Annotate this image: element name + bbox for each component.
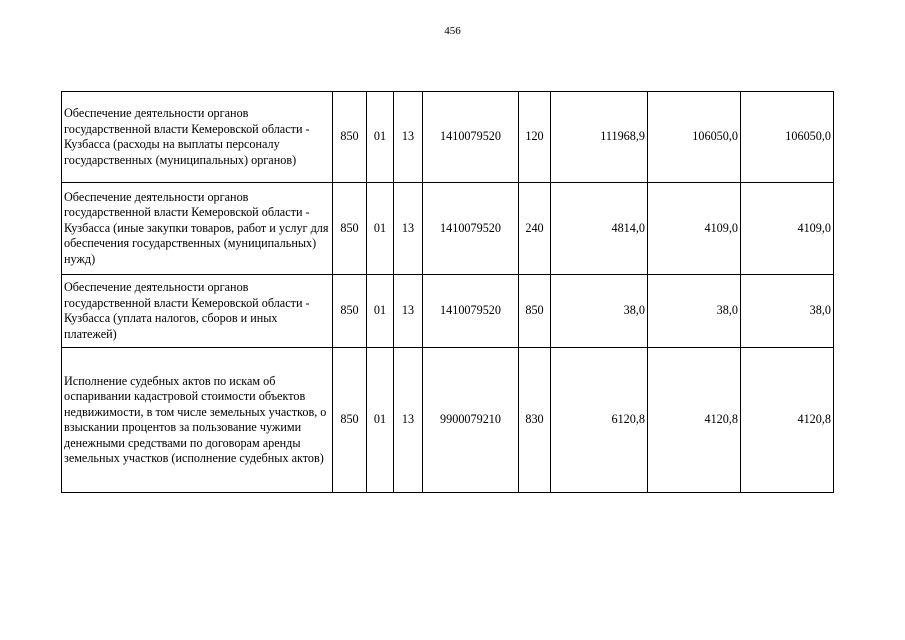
- amount-year-2: 4120,8: [648, 348, 741, 493]
- expense-type-code: 850: [519, 275, 551, 348]
- amount-year-2: 106050,0: [648, 92, 741, 183]
- section-code: 01: [367, 183, 394, 275]
- table-row: [62, 348, 834, 493]
- table-row: [62, 275, 834, 348]
- amount-year-3: 4120,8: [741, 348, 834, 493]
- grbs-code: 850: [333, 275, 367, 348]
- subsection-code: 13: [394, 92, 423, 183]
- page-number: 456: [444, 25, 461, 37]
- grbs-code: 850: [333, 92, 367, 183]
- grbs-code: 850: [333, 348, 367, 493]
- table-row: [62, 183, 834, 275]
- target-article-code: 1410079520: [423, 183, 519, 275]
- section-code: 01: [367, 275, 394, 348]
- amount-year-2: 38,0: [648, 275, 741, 348]
- row-description: Обеспечение деятельности органов государственной власти Кемеровской области - Кузбасса (уплата налогов, сборов и иных платежей): [62, 275, 333, 348]
- subsection-code: 13: [394, 348, 423, 493]
- subsection-code: 13: [394, 183, 423, 275]
- target-article-code: 1410079520: [423, 275, 519, 348]
- expense-type-code: 120: [519, 92, 551, 183]
- row-description: Исполнение судебных актов по искам об оспаривании кадастровой стоимости объектов недвижимости, в том числе земельных участков, о взыскании процентов за пользование чужими денежными средствами по договорам аренды земельных участков (исполнение судебных актов): [62, 348, 333, 493]
- amount-year-1: 111968,9: [551, 92, 648, 183]
- amount-year-1: 4814,0: [551, 183, 648, 275]
- budget-table: [61, 91, 834, 493]
- target-article-code: 1410079520: [423, 92, 519, 183]
- amount-year-1: 6120,8: [551, 348, 648, 493]
- amount-year-3: 38,0: [741, 275, 834, 348]
- amount-year-3: 4109,0: [741, 183, 834, 275]
- row-description: Обеспечение деятельности органов государственной власти Кемеровской области - Кузбасса (расходы на выплаты персоналу государственных (муниципальных) органов): [62, 92, 333, 183]
- expense-type-code: 830: [519, 348, 551, 493]
- row-description: Обеспечение деятельности органов государственной власти Кемеровской области - Кузбасса (иные закупки товаров, работ и услуг для обеспечения государственных (муниципальных) нужд): [62, 183, 333, 275]
- subsection-code: 13: [394, 275, 423, 348]
- expense-type-code: 240: [519, 183, 551, 275]
- amount-year-2: 4109,0: [648, 183, 741, 275]
- table-row: [62, 92, 834, 183]
- grbs-code: 850: [333, 183, 367, 275]
- section-code: 01: [367, 348, 394, 493]
- target-article-code: 9900079210: [423, 348, 519, 493]
- amount-year-3: 106050,0: [741, 92, 834, 183]
- amount-year-1: 38,0: [551, 275, 648, 348]
- section-code: 01: [367, 92, 394, 183]
